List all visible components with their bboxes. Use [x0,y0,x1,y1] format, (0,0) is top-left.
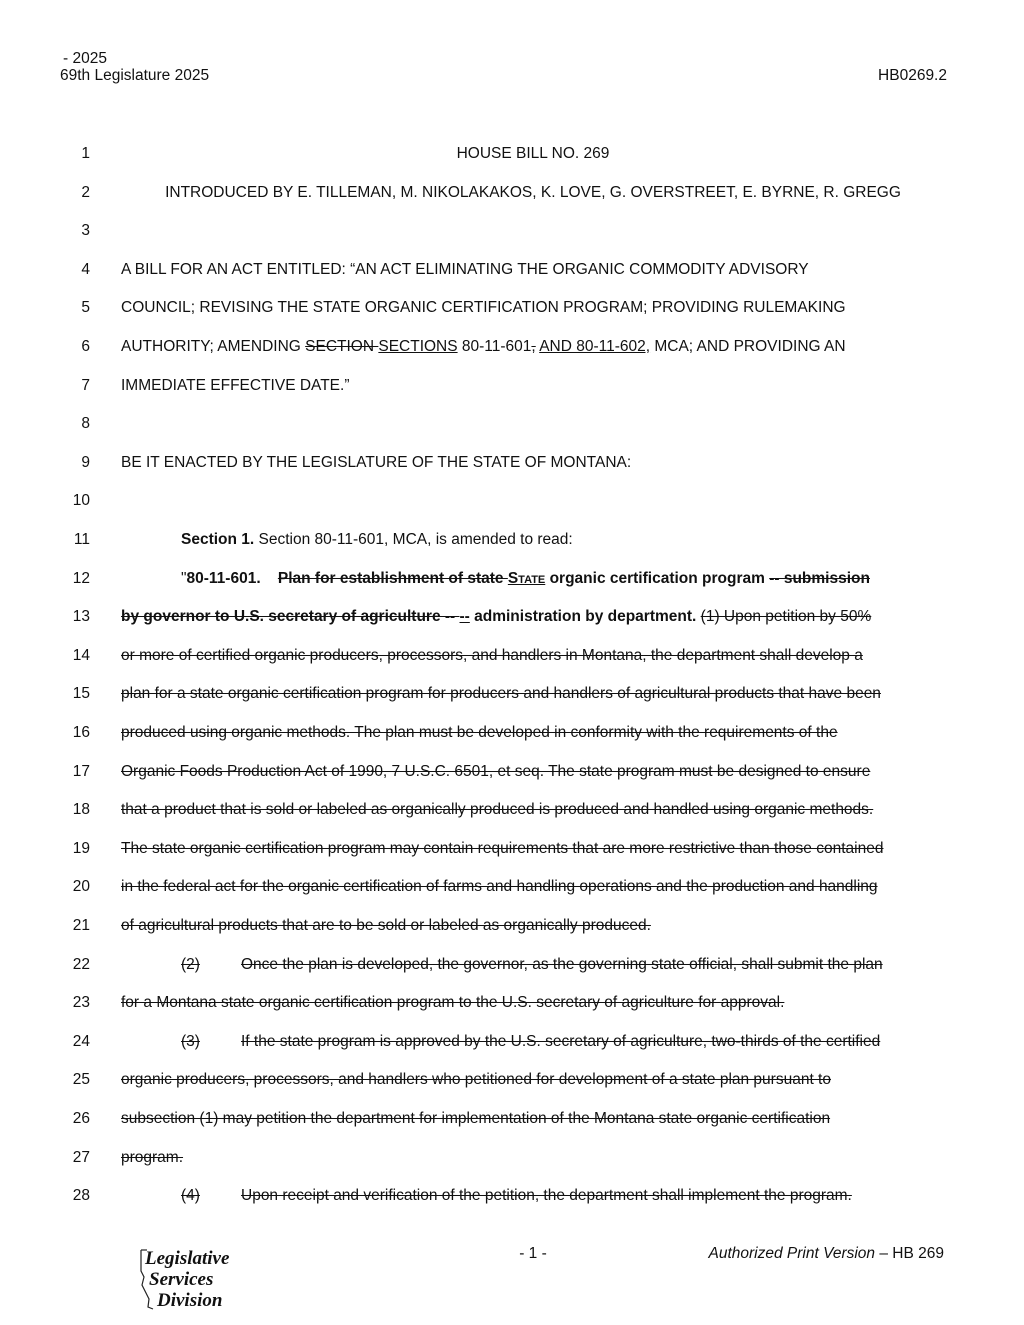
line-text [121,797,873,823]
stricken-text: Organic Foods Production Act of 1990, 7 U.S.C. 6501, et seq. The state program must be designed to ensure [121,762,871,780]
line-number: 1 [81,145,90,162]
line-number: 27 [72,1148,90,1166]
line-number: 16 [72,724,90,741]
bill-line [0,913,1024,939]
text-run: 80-11-601 [457,338,532,355]
line-text [121,836,883,862]
legislative-services-logo [135,1247,245,1313]
line-text [0,141,1024,167]
inserted-text: AND 80-11-602, [539,338,651,355]
bill-line [0,797,1024,823]
line-text [121,681,881,707]
line-text [181,952,883,978]
stricken-text: for a Montana state organic certification program to the U.S. secretary of agriculture for approval. [121,994,785,1012]
stricken-text: (1) Upon petition by 50% [700,608,872,626]
stricken-text: program. [121,1148,184,1166]
stricken-text: SECTION [305,338,379,355]
text-run: BE IT ENACTED BY THE LEGISLATURE OF THE STATE OF MONTANA: [121,453,632,471]
text-run: IMMEDIATE EFFECTIVE DATE.” [121,376,350,394]
inserted-text: State [507,569,546,587]
text-run: administration by department. [469,608,697,626]
stricken-text: plan for a state organic certification program for producers and handlers of agricultural products that have been [121,685,881,703]
line-number: 17 [72,762,90,780]
line-text [121,373,350,399]
bill-line [0,1067,1024,1093]
line-text [181,527,573,553]
stricken-text: Once the plan is developed, the governor, as the governing state official, shall submit the plan [241,955,883,973]
logo-line-services: Services [149,1269,214,1290]
line-number: 2 [81,183,90,201]
line-number: 10 [72,492,90,510]
line-number: 26 [72,1110,90,1127]
stricken-text: subsection (1) may petition the department for implementation of the Montana state organic certification [121,1110,831,1127]
text-run: HOUSE BILL NO. 269 [456,145,610,162]
line-number: 15 [72,685,90,703]
line-number: 25 [72,1071,90,1089]
stricken-text: or more of certified organic producers, processors, and handlers in Montana, the department shall develop a [121,646,863,664]
header-bill-id: HB0269.2 [878,67,947,84]
bill-line [0,488,1024,514]
line-text [181,1029,880,1055]
stricken-text: Plan for establishment of state [277,569,508,587]
line-text [121,334,846,360]
line-number: 3 [81,222,90,240]
bill-line [0,720,1024,746]
bill-line [0,681,1024,707]
text-run: A BILL FOR AN ACT ENTITLED: “AN ACT ELIMINATING THE ORGANIC COMMODITY ADVISORY [121,260,809,278]
stricken-text: organic producers, processors, and handlers who petitioned for development of a state plan pursuant to [121,1071,831,1089]
line-number: 18 [72,801,90,819]
text-run: MCA; AND PROVIDING AN [650,338,846,355]
text-run [261,570,278,587]
bill-line [0,643,1024,669]
line-number: 14 [72,646,90,664]
line-number: 5 [81,299,90,317]
bill-line [0,759,1024,785]
line-text [121,295,846,321]
text-run: AUTHORITY; AMENDING [121,338,306,355]
stricken-text: Upon receipt and verification of the petition, the department shall implement the program. [241,1187,852,1205]
line-text [121,257,809,283]
bill-line [0,1106,1024,1132]
bill-line [0,1145,1024,1171]
line-text [181,566,870,592]
header-legislature: 69th Legislature 2025 [60,67,210,84]
bill-line [0,836,1024,862]
stricken-text: If the state program is approved by the U.S. secretary of agriculture, two-thirds of the certified [241,1032,881,1050]
line-text [121,759,870,785]
bill-line [0,295,1024,321]
bill-line [0,604,1024,630]
stricken-text: , [531,338,536,355]
line-number: 20 [72,878,90,896]
authorized-print-text: Authorized Print Version [708,1245,876,1262]
text-run: " [181,569,187,587]
line-number: 6 [81,338,90,355]
inserted-text: SECTIONS [378,338,458,355]
line-text [121,1067,831,1093]
line-number: 12 [72,569,90,587]
line-text [0,180,1024,206]
stricken-text: (2) [181,955,200,973]
line-number: 11 [73,531,90,548]
bill-line [0,952,1024,978]
stricken-text: produced using organic methods. The plan must be developed in conformity with the requirements of the [121,724,838,741]
line-number: 7 [81,376,90,394]
authorized-print-label [708,1245,944,1263]
line-text [121,450,631,476]
line-number: 13 [72,608,90,626]
bill-line [0,373,1024,399]
stricken-text: The state organic certification program may contain requirements that are more restrictive than those contained [121,839,884,857]
logo-line-division: Division [157,1290,223,1311]
bill-line [0,411,1024,437]
bill-line [0,180,1024,206]
line-text [121,913,651,939]
bill-line [0,257,1024,283]
line-text [121,990,784,1016]
bill-line [0,450,1024,476]
line-text [121,604,871,630]
line-number: 21 [72,917,90,934]
text-run: Section 80-11-601, MCA, is amended to read: [254,531,573,548]
bill-line [0,527,1024,553]
line-number: 24 [72,1032,90,1050]
bill-line [0,334,1024,360]
stricken-text: of agricultural products that are to be sold or labeled as organically produced. [121,917,651,934]
bill-line [0,1029,1024,1055]
stricken-text: -- submission [769,569,870,587]
line-number: 8 [81,415,90,433]
line-text [121,643,863,669]
line-number: 22 [72,955,90,973]
stricken-text: that a product that is sold or labeled as organically produced is produced and handled using organic methods. [121,801,874,819]
stricken-text: in the federal act for the organic certification of farms and handling operations and the production and handling [121,878,878,896]
stricken-text: (4) [181,1187,200,1205]
bill-line [0,566,1024,592]
text-run: 80-11-601. [186,569,261,587]
authorized-print-bill: – HB 269 [875,1245,944,1262]
line-number: 19 [72,839,90,857]
text-run: organic certification program [545,569,770,587]
page-number: - 1 - [519,1245,547,1262]
line-number: 9 [81,453,90,471]
bill-line [0,1183,1024,1209]
inserted-text: -- [459,608,470,626]
line-text [121,1106,830,1132]
line-number: 4 [81,260,90,278]
line-number: 28 [72,1187,90,1205]
text-run: Section 1. [181,531,255,548]
bill-line [0,141,1024,167]
line-text [121,874,878,900]
stricken-text: by governor to U.S. secretary of agriculture -- [121,608,460,626]
stricken-text: (3) [181,1032,200,1050]
bill-line [0,218,1024,244]
line-text [121,720,838,746]
logo-line-legislative: Legislative [145,1248,230,1269]
line-text [121,1145,183,1171]
bill-line [0,990,1024,1016]
line-number: 23 [72,994,90,1012]
line-text [181,1183,852,1209]
bill-line [0,874,1024,900]
text-run: INTRODUCED BY E. TILLEMAN, M. NIKOLAKAKOS, K. LOVE, G. OVERSTREET, E. BYRNE, R. GREGG [165,183,901,201]
text-run: COUNCIL; REVISING THE STATE ORGANIC CERTIFICATION PROGRAM; PROVIDING RULEMAKING [121,299,846,317]
header-year: - 2025 [63,50,107,67]
